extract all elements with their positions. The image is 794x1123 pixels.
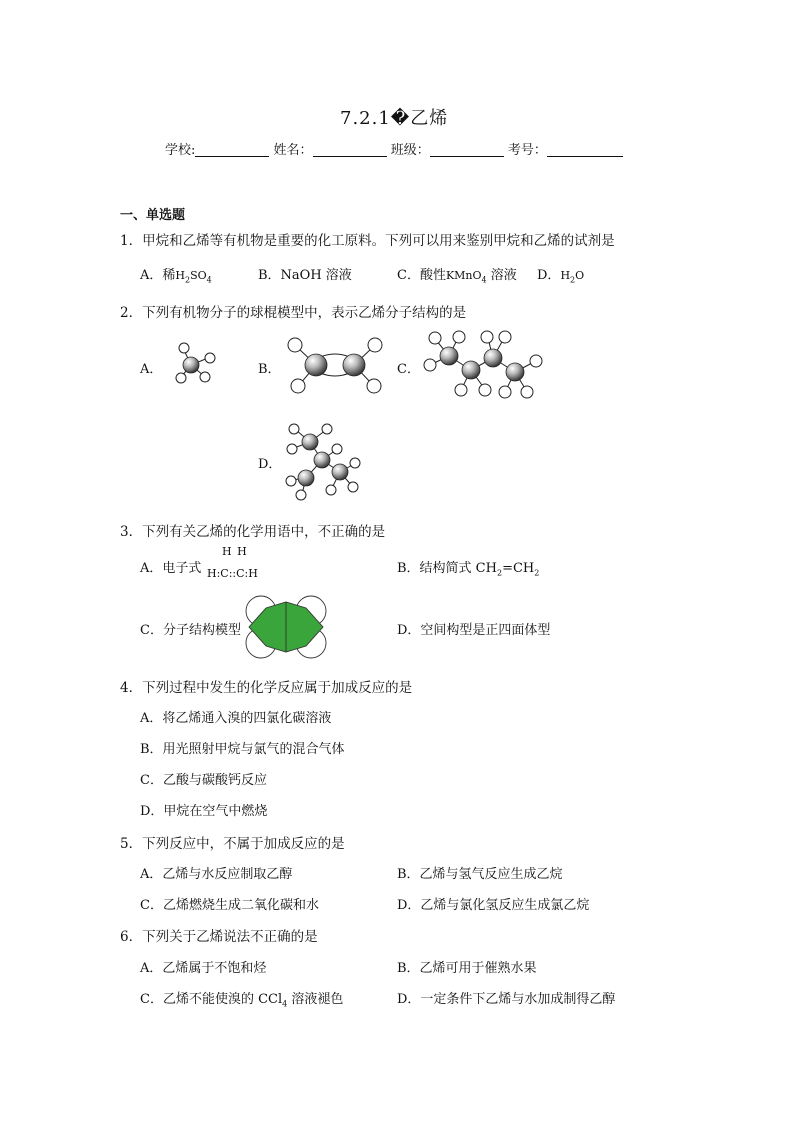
butane-model-icon bbox=[422, 330, 546, 402]
propane-model-icon bbox=[284, 420, 364, 502]
q6-option-a[interactable]: A．乙烯属于不饱和烃 bbox=[140, 961, 267, 976]
q1-option-d[interactable]: D．$H_2O$ bbox=[537, 268, 585, 285]
methane-model-icon bbox=[170, 338, 220, 386]
electron-formula-top: H H bbox=[222, 545, 248, 558]
school-label: 学校: bbox=[165, 143, 196, 158]
exam-no-blank[interactable] bbox=[547, 142, 623, 157]
q3-stem: 3．下列有关乙烯的化学用语中，不正确的是 bbox=[120, 524, 386, 540]
q2-option-a[interactable]: A． bbox=[140, 362, 163, 377]
class-label: 班级： bbox=[390, 143, 430, 158]
q6-option-b[interactable]: B．乙烯可用于催熟水果 bbox=[397, 961, 537, 976]
name-label: 姓名： bbox=[273, 143, 313, 158]
name-blank[interactable] bbox=[313, 142, 387, 157]
page-title: 7.2.1�乙烯 bbox=[340, 108, 449, 129]
q6-option-d[interactable]: D．一定条件下乙烯与水加成制得乙醇 bbox=[397, 992, 616, 1007]
student-info-line bbox=[165, 139, 623, 158]
q2-option-d[interactable]: D． bbox=[258, 457, 282, 472]
q6-stem: 6．下列关于乙烯说法不正确的是 bbox=[120, 929, 318, 945]
q5-option-c[interactable]: C．乙烯燃烧生成二氧化碳和水 bbox=[140, 898, 319, 913]
q5-option-b[interactable]: B．乙烯与氢气反应生成乙烷 bbox=[397, 867, 563, 882]
q1-option-a[interactable]: A．稀$H_2SO_4$ bbox=[140, 268, 212, 285]
q2-option-b[interactable]: B． bbox=[258, 362, 281, 377]
q5-stem: 5．下列反应中，不属于加成反应的是 bbox=[120, 836, 345, 852]
q1-option-b[interactable]: B．NaOH 溶液 bbox=[258, 268, 352, 283]
q3-option-b[interactable]: B．结构简式 $CH_2=CH_2$ bbox=[397, 561, 540, 578]
electron-formula-bottom: H:C::C:H bbox=[207, 567, 258, 580]
q5-option-a[interactable]: A．乙烯与水反应制取乙醇 bbox=[140, 867, 293, 882]
q4-option-d[interactable]: D．甲烷在空气中燃烧 bbox=[140, 804, 268, 819]
q2-option-c[interactable]: C． bbox=[397, 362, 420, 377]
q3-option-a[interactable]: A．电子式 bbox=[140, 561, 202, 576]
q4-option-a[interactable]: A．将乙烯通入溴的四氯化碳溶液 bbox=[140, 711, 332, 726]
section-heading: 一、单选题 bbox=[120, 208, 186, 223]
q3-option-d[interactable]: D．空间构型是正四面体型 bbox=[397, 623, 551, 638]
space-filling-model-icon bbox=[244, 594, 328, 660]
q1-stem: 1．甲烷和乙烯等有机物是重要的化工原料。下列可以用来鉴别甲烷和乙烯的试剂是 bbox=[120, 233, 615, 249]
q5-option-d[interactable]: D．乙烯与氯化氢反应生成氯乙烷 bbox=[397, 898, 590, 913]
school-blank[interactable] bbox=[195, 142, 269, 157]
exam-no-label: 考号： bbox=[507, 143, 547, 158]
q4-stem: 4．下列过程中发生的化学反应属于加成反应的是 bbox=[120, 680, 413, 696]
q4-option-b[interactable]: B．用光照射甲烷与氯气的混合气体 bbox=[140, 742, 345, 757]
class-blank[interactable] bbox=[430, 142, 504, 157]
q1-option-c[interactable]: C．酸性KMnO$_4$ 溶液 bbox=[397, 268, 517, 285]
q3-option-c[interactable]: C．分子结构模型 bbox=[140, 623, 241, 638]
q2-stem: 2．下列有机物分子的球棍模型中，表示乙烯分子结构的是 bbox=[120, 305, 467, 321]
q6-option-c[interactable]: C．乙烯不能使溴的 CCl$_4$ 溶液褪色 bbox=[140, 992, 344, 1009]
ethylene-model-icon bbox=[284, 334, 388, 398]
q4-option-c[interactable]: C．乙酸与碳酸钙反应 bbox=[140, 773, 267, 788]
